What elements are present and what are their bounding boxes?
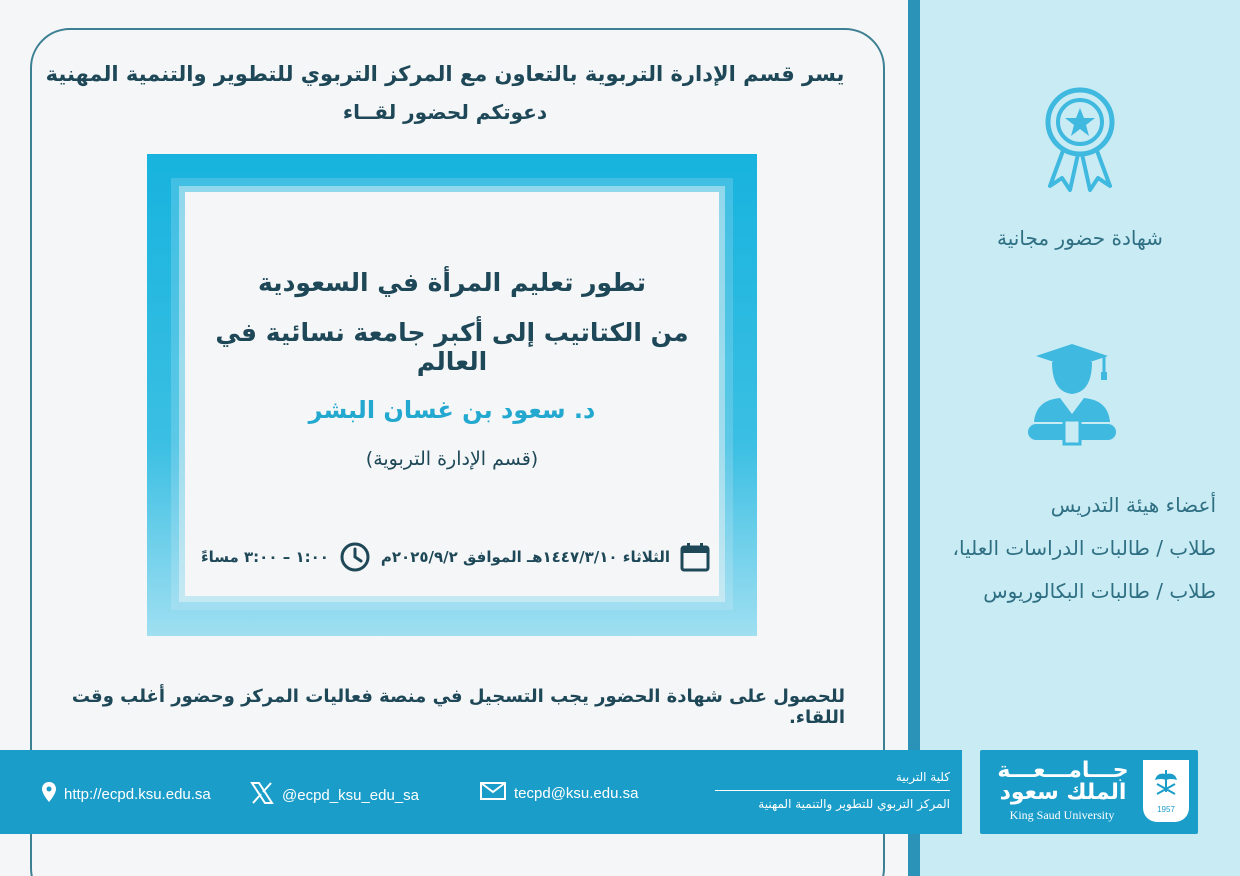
x-logo-icon: [250, 782, 274, 808]
graduate-icon: [1024, 340, 1120, 452]
header-line1: يسر قسم الإدارة التربوية بالتعاون مع المركز التربوي للتطوير والتنمية المهنية: [45, 62, 845, 86]
audience-item: طلاب / طالبات الدراسات العليا،: [952, 536, 1216, 560]
ksu-emblem-icon: [1143, 760, 1189, 822]
event-info: [200, 540, 710, 574]
ksu-arabic-line2: الملك سعود: [999, 780, 1127, 805]
audience-list: [920, 484, 1216, 613]
speaker-department: (قسم الإدارة التربوية): [365, 448, 539, 470]
right-stripe: [908, 0, 920, 876]
envelope-icon: [480, 782, 506, 804]
lecture-card-paper: [185, 192, 719, 596]
calendar-icon: [680, 542, 710, 572]
lecture-title-line1: تطور تعليم المرأة في السعودية: [258, 268, 646, 297]
center-name: المركز التربوي للتطوير والتنمية المهنية: [758, 797, 950, 811]
registration-note: للحصول على شهادة الحضور يجب التسجيل في منصة فعاليات المركز وحضور أغلب وقت اللقاء.: [71, 686, 845, 728]
email-text: tecpd@ksu.edu.sa: [514, 784, 639, 802]
website-text: http://ecpd.ksu.edu.sa: [64, 785, 211, 803]
audience-item: أعضاء هيئة التدريس: [1050, 493, 1216, 517]
header-line2: دعوتكم لحضور لقــاء: [342, 100, 548, 124]
ksu-arabic-name: [988, 760, 1138, 804]
audience-item: طلاب / طالبات البكالوريوس: [983, 579, 1216, 603]
clock-icon: [339, 541, 371, 573]
award-ribbon-icon: [1042, 86, 1118, 198]
twitter-link[interactable]: [250, 782, 419, 808]
college-block: [715, 770, 950, 811]
ksu-founded-year: 1957: [1157, 805, 1175, 814]
event-date: الثلاثاء ١٤٤٧/٣/١٠هـ الموافق ٢٠٢٥/٩/٢م: [380, 548, 670, 566]
free-certificate-text: شهادة حضور مجانية: [997, 226, 1163, 250]
ksu-english-name: King Saud University: [1009, 808, 1115, 822]
website-link[interactable]: [42, 782, 211, 806]
twitter-handle: @ecpd_ksu_edu_sa: [282, 786, 419, 804]
event-time: ١:٠٠ – ٣:٠٠ مساءً: [200, 548, 329, 566]
location-pin-icon: [42, 782, 56, 806]
college-name: كلية التربية: [715, 770, 950, 791]
email-link[interactable]: [480, 782, 638, 804]
speaker-name: د. سعود بن غسان البشر: [308, 396, 596, 424]
ksu-arabic-line1: جـــامـــعـــة: [997, 758, 1129, 783]
lecture-title-line2: من الكتاتيب إلى أكبر جامعة نسائية في العالم: [215, 318, 689, 376]
